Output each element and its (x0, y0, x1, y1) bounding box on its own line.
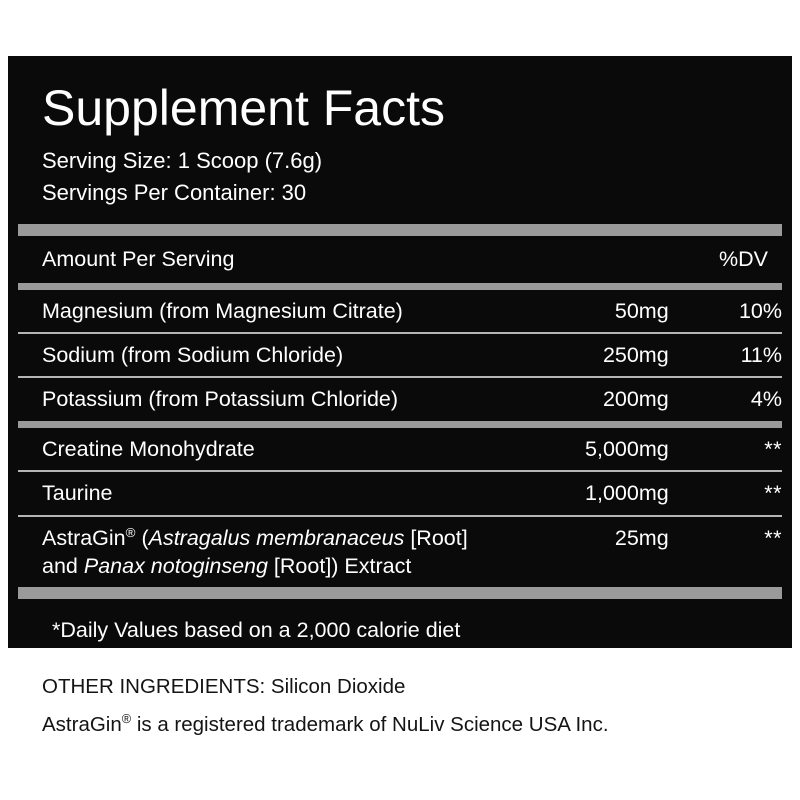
registered-trademark-icon: ® (121, 711, 132, 727)
nutrient-dv: ** (764, 436, 782, 461)
serving-size-text: Serving Size: 1 Scoop (7.6g) (42, 148, 323, 173)
nutrient-name: Potassium (from Potassium Chloride) (42, 387, 399, 412)
trademark-notice-pre: AstraGin (42, 712, 122, 736)
dv-header: %DV (719, 247, 768, 272)
registered-trademark-icon: ® (125, 524, 136, 540)
rule-container-top (8, 224, 792, 236)
nutrient-dv: 10% (738, 298, 782, 323)
nutrient-name: Sodium (from Sodium Chloride) (42, 343, 344, 368)
table-row (18, 290, 782, 332)
table-row (18, 334, 782, 376)
nutrient-amount: 200mg (602, 387, 669, 412)
nutrient-dv: 4% (750, 387, 782, 412)
divider-row-after-header (18, 283, 782, 290)
servings-per-container-text: Servings Per Container: 30 (42, 179, 307, 205)
nutrient-name: Creatine Monohydrate (42, 436, 255, 461)
trademark-notice-text (42, 706, 782, 744)
nutrition-table-wrap (8, 236, 792, 587)
nutrient-amount: 5,000mg (585, 436, 669, 461)
table-row (18, 472, 782, 514)
footnote-daily-values: *Daily Values based on a 2,000 calorie diet (52, 618, 461, 643)
nutrient-dv: 11% (740, 343, 782, 368)
divider-thick-footnotes (18, 587, 782, 599)
table-header-row (18, 236, 782, 282)
nutrient-name: Magnesium (from Magnesium Citrate) (42, 298, 403, 323)
astragin-name: AstraGin (42, 525, 126, 550)
divider-thick-header (18, 283, 782, 290)
nutrient-amount: 1,000mg (585, 481, 669, 506)
supplement-facts-panel (8, 56, 792, 677)
astragin-botanical-2: Panax notoginseng (83, 553, 268, 578)
spacer (42, 208, 758, 224)
trademark-notice-post: is a registered trademark of NuLiv Science USA Inc. (131, 712, 609, 736)
astragin-root-1: [Root] (404, 525, 468, 550)
header-amount-spacer (539, 236, 669, 282)
table-row-astragin (18, 517, 782, 588)
astragin-line2-post: [Root]) Extract (267, 553, 412, 578)
divider-thick-top (18, 224, 782, 236)
nutrient-name-astragin (18, 517, 539, 588)
astragin-paren-open: ( (135, 525, 149, 550)
nutrient-amount: 25mg (614, 525, 669, 550)
divider-thick-mid (18, 421, 782, 428)
divider-row-thick (18, 421, 782, 428)
nutrient-dv: ** (764, 481, 782, 506)
footnote-no-daily-value: **No Daily Value Established (52, 652, 327, 677)
nutrition-table (18, 236, 782, 587)
nutrient-amount: 50mg (614, 298, 669, 323)
nutrient-dv: ** (764, 525, 782, 550)
nutrient-amount: 250mg (602, 343, 669, 368)
rule-container-footnotes (8, 587, 792, 599)
table-row (18, 428, 782, 470)
amount-per-serving-header: Amount Per Serving (42, 247, 235, 272)
table-row (18, 378, 782, 420)
page-title: Supplement Facts (42, 80, 445, 136)
panel-header (8, 56, 792, 224)
astragin-botanical-1: Astragalus membranaceus (148, 525, 405, 550)
other-ingredients-text: OTHER INGREDIENTS: Silicon Dioxide (42, 675, 406, 698)
below-panel-text (42, 668, 782, 744)
nutrient-name: Taurine (42, 481, 113, 506)
astragin-line2-pre: and (42, 553, 84, 578)
